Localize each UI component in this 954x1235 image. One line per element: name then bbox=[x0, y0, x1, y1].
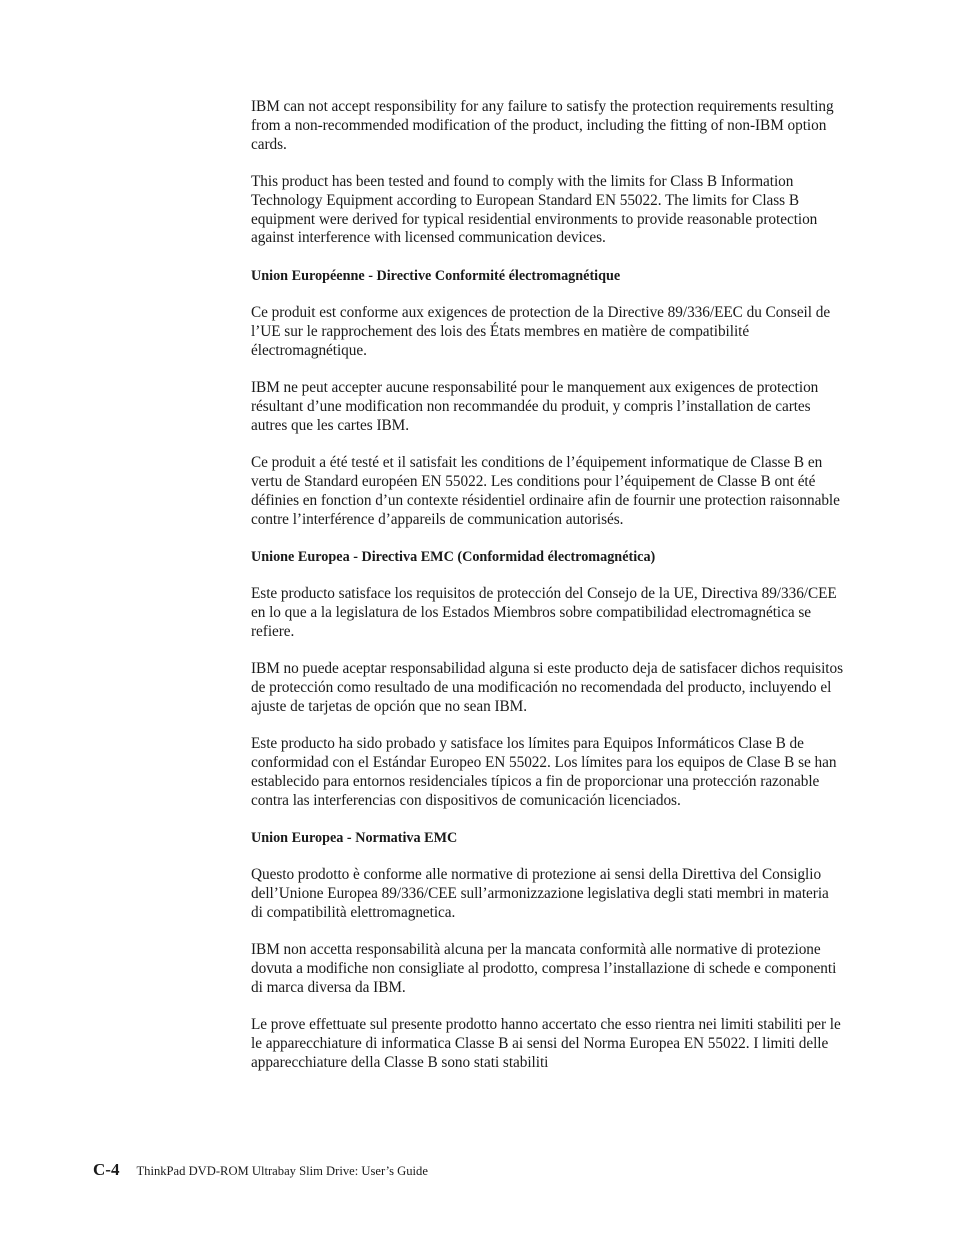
paragraph-ibm-responsabilita-it: IBM non accetta responsabilità alcuna per la mancata conformità alle normative di protezione dovuta a modifiche non consigliate al prodotto, compresa l’installazione di schede e componenti di marca diversa da IBM. bbox=[251, 941, 837, 997]
paragraph-clase-b-es: Este producto ha sido probado y satisface los límites para Equipos Informáticos Clase B de conformidad con el Estándar Europeo EN 55022. Los límites para los equipos de Clase B se han establecido para entornos residenciales típicos a fin de proporcionar una protección razonable contra las interferencias con dispositivos de comunicación licenciados. bbox=[251, 735, 837, 809]
paragraph-requisitos-es: Este producto satisface los requisitos de protección del Consejo de la UE, Directiva 89/336/CEE en lo que a la legislatura de los Estados Miembros sobre compatibilidad electromagnética se refiere. bbox=[251, 585, 837, 640]
heading-unione-europea-directiva: Unione Europea - Directiva EMC (Conformidad électromagnética) bbox=[251, 548, 656, 565]
heading-union-europeenne: Union Européenne - Directive Conformité électromagnétique bbox=[251, 267, 621, 284]
page-body bbox=[251, 98, 843, 1091]
page-number: C-4 bbox=[93, 1160, 120, 1179]
page-footer bbox=[93, 1160, 428, 1180]
paragraph-ibm-responsabilidad-es: IBM no puede aceptar responsabilidad alguna si este producto deja de satisfacer dichos requisitos de protección como resultado de una modificación no recomendada del producto, incluyendo el ajuste de tarjetas de opción que no sean IBM. bbox=[251, 660, 843, 715]
heading-union-europea-normativa: Union Europea - Normativa EMC bbox=[251, 830, 458, 847]
paragraph-directive-conformite-fr: Ce produit est conforme aux exigences de protection de la Directive 89/336/EEC du Conseil de l’UE sur le rapprochement des lois des États membres en matière de compatibilité électromagnétique. bbox=[251, 304, 831, 359]
paragraph-class-b-compliance-en: This product has been tested and found to comply with the limits for Class B Information Technology Equipment according to European Standard EN 55022. The limits for Class B equipment were derived for typical residential environments to provide reasonable protection against interference with licensed communication devices. bbox=[251, 172, 818, 247]
paragraph-classe-b-fr: Ce produit a été testé et il satisfait les conditions de l’équipement informatique de Classe B en vertu de Standard européen EN 55022. Les conditions pour l’équipement de Classe B ont été définies en fonction d’un contexte résidentiel ordinaire afin de fournir une protection raisonnable contre l’interférence d’appareils de communication autorisés. bbox=[251, 454, 840, 528]
paragraph-ibm-responsabilite-fr: IBM ne peut accepter aucune responsabilité pour le manquement aux exigences de protection résultant d’une modification non recommandée du produit, y compris l’installation de cartes autres que les cartes IBM. bbox=[251, 379, 819, 434]
paragraph-ibm-responsibility-en: IBM can not accept responsibility for any failure to satisfy the protection requirements resulting from a non-recommended modification of the product, including the fitting of non-IBM option cards. bbox=[251, 98, 834, 153]
book-title: ThinkPad DVD-ROM Ultrabay Slim Drive: User’s Guide bbox=[136, 1164, 428, 1178]
paragraph-classe-b-it: Le prove effettuate sul presente prodotto hanno accertato che esso rientra nei limiti stabiliti per le le apparecchiature di informatica Classe B ai sensi del Norma Europea EN 55022. I limiti delle apparecchiature della Classe B sono stati stabiliti bbox=[251, 1016, 841, 1071]
paragraph-normative-it: Questo prodotto è conforme alle normative di protezione ai sensi della Direttiva del Consiglio dell’Unione Europea 89/336/CEE sull’armonizzazione legislativa degli stati membri in materia di compatibilità elettromagnetica. bbox=[251, 866, 829, 922]
